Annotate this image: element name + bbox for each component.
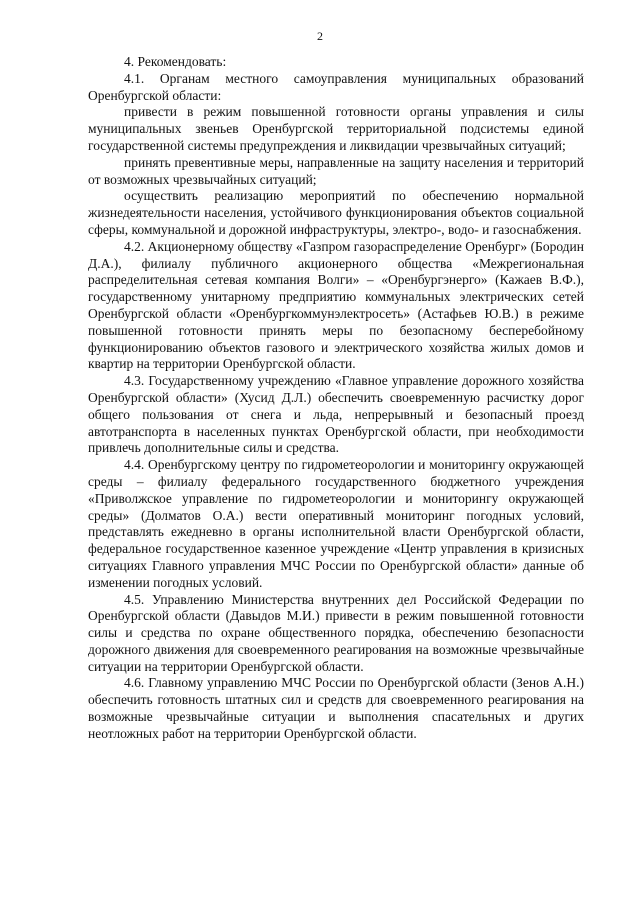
paragraph-4-4: 4.4. Оренбургскому центру по гидрометеорологии и мониторингу окружающей среды – филиалу федерального государственного бюджетного учреждения «Приволжское управление по гидрометеорологии и мониторингу окружающей среды» (Долматов О.А.) вести оперативный мониторинг погодных условий, представлять ежедневно в органы исполнительной власти Оренбургской области, федеральное государственное казенное учреждение «Центр управления в кризисных ситуациях Главного управления МЧС России по Оренбургской области» данные об изменении погодных условий. xyxy=(88,457,584,590)
paragraph-4-1: 4.1. Органам местного самоуправления муниципальных образований Оренбургской области: xyxy=(88,70,584,103)
paragraph-4-heading: 4. Рекомендовать: xyxy=(124,54,227,69)
paragraph-4-5: 4.5. Управлению Министерства внутренних дел Российской Федерации по Оренбургской области (Давыдов М.И.) привести в режим повышенной готовности силы и средства по охране общественного порядка, обеспечению безопасности дорожного движения для своевременного реагирования на возможные чрезвычайные ситуации на территории Оренбургской области. xyxy=(88,591,584,674)
paragraph-4-3: 4.3. Государственному учреждению «Главное управление дорожного хозяйства Оренбургской области» (Хусид Д.Л.) обеспечить своевременную расчистку дорог общего пользования от снега и льда, непрерывный и безопасный проезд автотранспорта в населенных пунктах Оренбургской области, при необходимости привлечь дополнительные силы и средства. xyxy=(88,373,584,456)
paragraph-4-1-life-support: осуществить реализацию мероприятий по обеспечению нормальной жизнедеятельности населения, устойчивого функционирования объектов социальной сферы, коммунальной и дорожной инфраструктуры, электро-, водо- и газоснабжения. xyxy=(88,188,584,237)
page-number: 2 xyxy=(317,29,323,43)
document-body xyxy=(88,54,584,743)
paragraph-4-6: 4.6. Главному управлению МЧС России по Оренбургской области (Зенов А.Н.) обеспечить готовность штатных сил и средств для своевременного реагирования на возможные чрезвычайные ситуации и выполнения спасательных и других неотложных работ на территории Оренбургской области. xyxy=(88,675,584,741)
paragraph-4-1-preventive: принять превентивные меры, направленные на защиту населения и территорий от возможных чрезвычайных ситуаций; xyxy=(88,154,584,187)
paragraph-4-2: 4.2. Акционерному обществу «Газпром газораспределение Оренбург» (Бородин Д.А.), филиалу публичного акционерного общества «Межрегиональная распределительная сетевая компания Волги» – «Оренбургэнерго» (Кажаев В.Ф.), государственному унитарному предприятию коммунальных электрических сетей Оренбургской области «Оренбургкоммунэлектросеть» (Астафьев Ю.В.) в режиме повышенной готовности принять меры по безопасному бесперебойному функционированию объектов газового и электрического хозяйства жилых домов и квартир на территории Оренбургской области. xyxy=(88,238,584,372)
paragraph-4-1-readiness: привести в режим повышенной готовности органы управления и силы муниципальных звеньев Оренбургской территориальной подсистемы единой государственной системы предупреждения и ликвидации чрезвычайных ситуаций; xyxy=(88,104,584,153)
